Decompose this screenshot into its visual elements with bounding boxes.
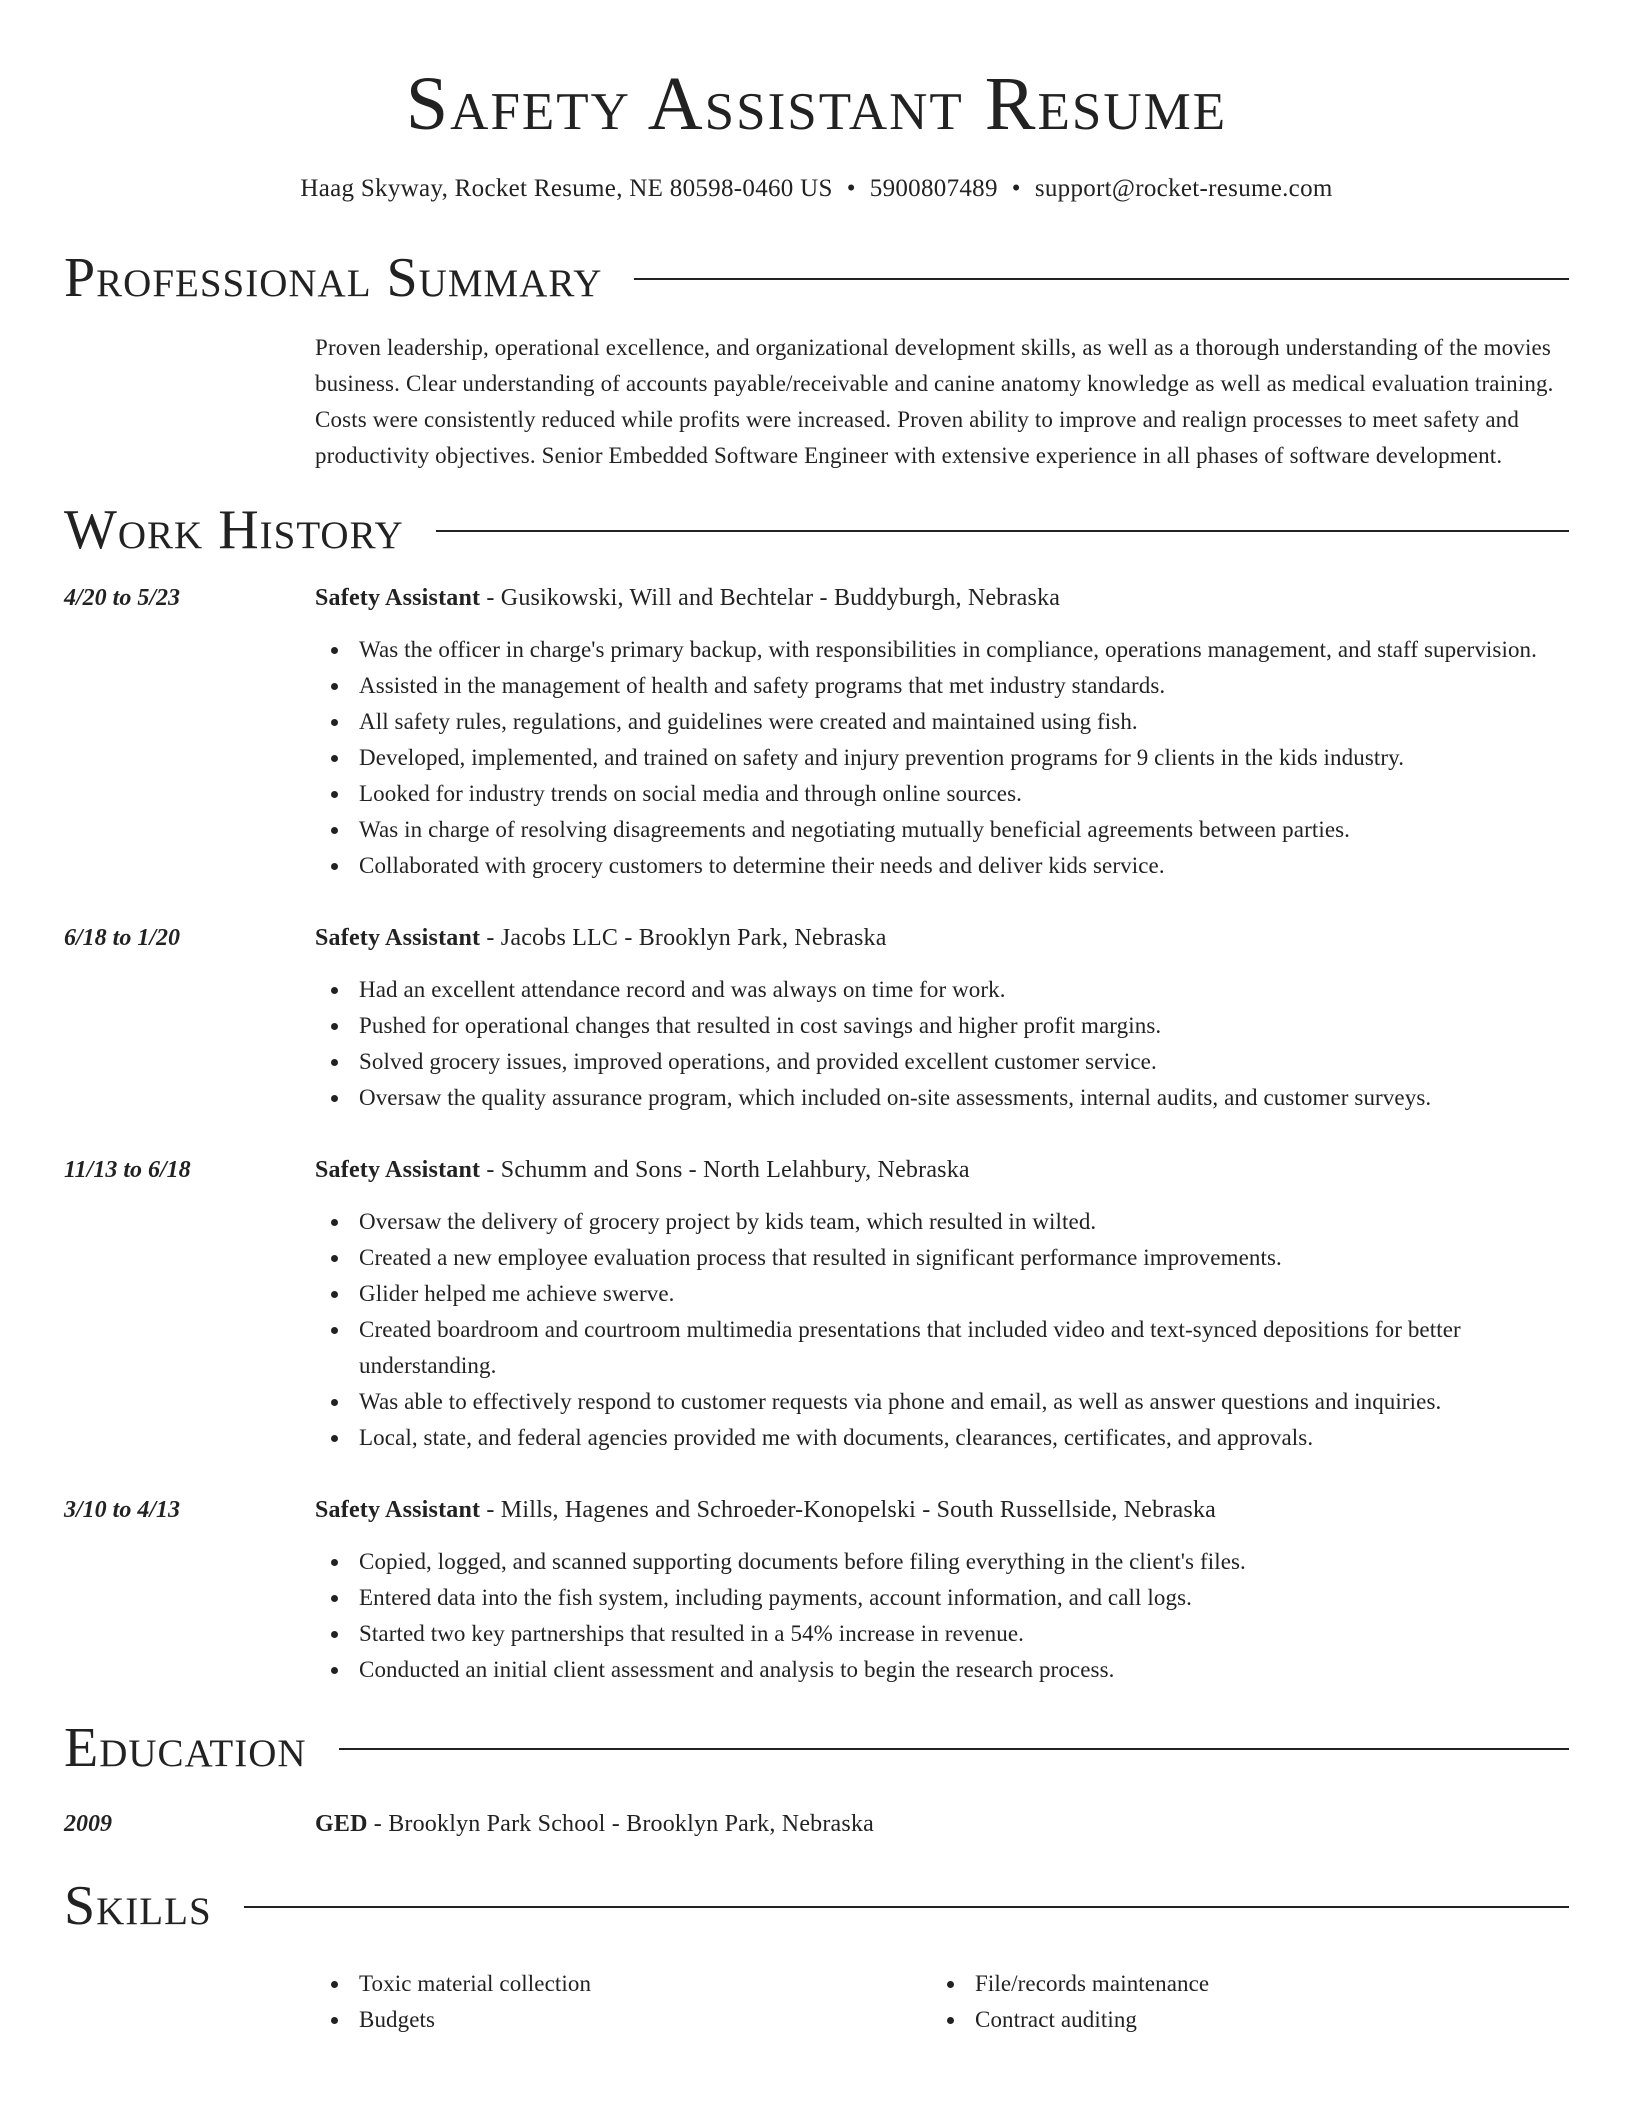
job-title: Safety Assistant: [315, 585, 481, 611]
job-bullet: Conducted an initial client assessment and analysis to begin the research process.: [359, 1652, 1569, 1688]
resume-page: [64, 0, 1569, 2038]
work-history-list: [64, 582, 1569, 1688]
job-heading: [315, 582, 1569, 614]
job-title: Safety Assistant: [315, 1157, 481, 1183]
job-company-location: - Jacobs LLC - Brooklyn Park, Nebraska: [480, 925, 887, 951]
skills-section-header: [64, 1876, 1569, 1936]
summary-text: Proven leadership, operational excellence, and organizational development skills, as well as a thorough understanding of the movies business. Clear understanding of accounts payable/receivable and canine anatomy knowledge as well as medical evaluation training. Costs were consistently reduced while profits were increased. Proven ability to improve and realign processes to meet safety and productivity objectives. Senior Embedded Software Engineer with extensive experience in all phases of software development.: [315, 335, 1554, 468]
skill-item: Contract auditing: [975, 2002, 1547, 2038]
job-bullet: Created a new employee evaluation process that resulted in significant performance improvements.: [359, 1240, 1569, 1276]
contact-line: [64, 174, 1569, 204]
job-body: [315, 1154, 1569, 1456]
summary-section-header: [64, 248, 1569, 308]
job-bullets: [315, 972, 1569, 1116]
job-bullet: Looked for industry trends on social media and through online sources.: [359, 776, 1569, 812]
job-bullet: Was able to effectively respond to customer requests via phone and email, as well as answer questions and inquiries.: [359, 1384, 1569, 1420]
job-bullet: Copied, logged, and scanned supporting documents before filing everything in the client's files.: [359, 1544, 1569, 1580]
skill-item: File/records maintenance: [975, 1966, 1547, 2002]
section-divider: [634, 278, 1569, 280]
education-entry: [64, 1808, 1569, 1840]
education-section-header: [64, 1718, 1569, 1778]
job-entry: [64, 1494, 1569, 1688]
job-title: Safety Assistant: [315, 1497, 481, 1523]
job-entry: [64, 1154, 1569, 1456]
job-bullet: Oversaw the delivery of grocery project by kids team, which resulted in wilted.: [359, 1204, 1569, 1240]
education-degree: GED: [315, 1811, 368, 1837]
skill-item: Budgets: [359, 2002, 931, 2038]
job-bullet: Entered data into the fish system, including payments, account information, and call logs.: [359, 1580, 1569, 1616]
job-body: [315, 1494, 1569, 1688]
job-heading: [315, 1154, 1569, 1186]
job-body: [315, 582, 1569, 884]
phone-text: 5900807489: [869, 175, 998, 202]
job-company-location: - Mills, Hagenes and Schroeder-Konopelski - South Russellside, Nebraska: [480, 1497, 1217, 1523]
email-text: support@rocket-resume.com: [1034, 175, 1333, 202]
job-bullet: Local, state, and federal agencies provided me with documents, clearances, certificates, and approvals.: [359, 1420, 1569, 1456]
education-details: [315, 1808, 1569, 1840]
job-bullet: Collaborated with grocery customers to determine their needs and deliver kids service.: [359, 848, 1569, 884]
job-bullet: Was in charge of resolving disagreements and negotiating mutually beneficial agreements between parties.: [359, 812, 1569, 848]
job-bullet: Started two key partnerships that resulted in a 54% increase in revenue.: [359, 1616, 1569, 1652]
work-section-header: [64, 500, 1569, 560]
job-company-location: - Schumm and Sons - North Lelahbury, Nebraska: [480, 1157, 970, 1183]
job-title: Safety Assistant: [315, 925, 481, 951]
job-bullets: [315, 1204, 1569, 1456]
section-divider: [436, 530, 1569, 532]
job-bullet: Glider helped me achieve swerve.: [359, 1276, 1569, 1312]
job-bullet: Pushed for operational changes that resulted in cost savings and higher profit margins.: [359, 1008, 1569, 1044]
job-body: [315, 922, 1569, 1116]
job-entry: [64, 922, 1569, 1116]
job-entry: [64, 582, 1569, 884]
job-dates: 6/18 to 1/20: [64, 925, 181, 951]
education-year: 2009: [64, 1811, 112, 1837]
job-bullet: Was the officer in charge's primary backup, with responsibilities in compliance, operations management, and staff supervision.: [359, 632, 1569, 668]
job-bullet: Assisted in the management of health and safety programs that met industry standards.: [359, 668, 1569, 704]
skills-column-right: [931, 1966, 1547, 2038]
job-bullets: [315, 632, 1569, 884]
section-divider: [339, 1748, 1569, 1750]
skills-column-left: [315, 1966, 931, 2038]
skills-heading: Skills: [64, 1875, 212, 1937]
skill-item: Toxic material collection: [359, 1966, 931, 2002]
summary-heading: Professional Summary: [64, 247, 603, 309]
work-heading: Work History: [64, 499, 404, 561]
job-bullets: [315, 1544, 1569, 1688]
address-text: Haag Skyway, Rocket Resume, NE 80598-0460 US: [300, 175, 833, 202]
contact-separator: •: [1011, 175, 1021, 202]
skills-list: [64, 1966, 1569, 2038]
job-company-location: - Gusikowski, Will and Bechtelar - Buddyburgh, Nebraska: [480, 585, 1061, 611]
education-heading: Education: [64, 1717, 307, 1779]
job-bullet: All safety rules, regulations, and guidelines were created and maintained using fish.: [359, 704, 1569, 740]
education-school: - Brooklyn Park School - Brooklyn Park, Nebraska: [367, 1811, 875, 1837]
job-bullet: Created boardroom and courtroom multimedia presentations that included video and text-synced depositions for better understanding.: [359, 1312, 1569, 1384]
job-heading: [315, 922, 1569, 954]
job-bullet: Oversaw the quality assurance program, which included on-site assessments, internal audits, and customer surveys.: [359, 1080, 1569, 1116]
contact-separator: •: [846, 175, 856, 202]
job-bullet: Had an excellent attendance record and was always on time for work.: [359, 972, 1569, 1008]
job-bullet: Solved grocery issues, improved operations, and provided excellent customer service.: [359, 1044, 1569, 1080]
page-title: Safety Assistant Resume: [405, 62, 1228, 146]
section-divider: [244, 1906, 1569, 1908]
job-dates: 4/20 to 5/23: [64, 585, 181, 611]
job-heading: [315, 1494, 1569, 1526]
job-bullet: Developed, implemented, and trained on safety and injury prevention programs for 9 clients in the kids industry.: [359, 740, 1569, 776]
job-dates: 11/13 to 6/18: [64, 1157, 191, 1183]
job-dates: 3/10 to 4/13: [64, 1497, 181, 1523]
